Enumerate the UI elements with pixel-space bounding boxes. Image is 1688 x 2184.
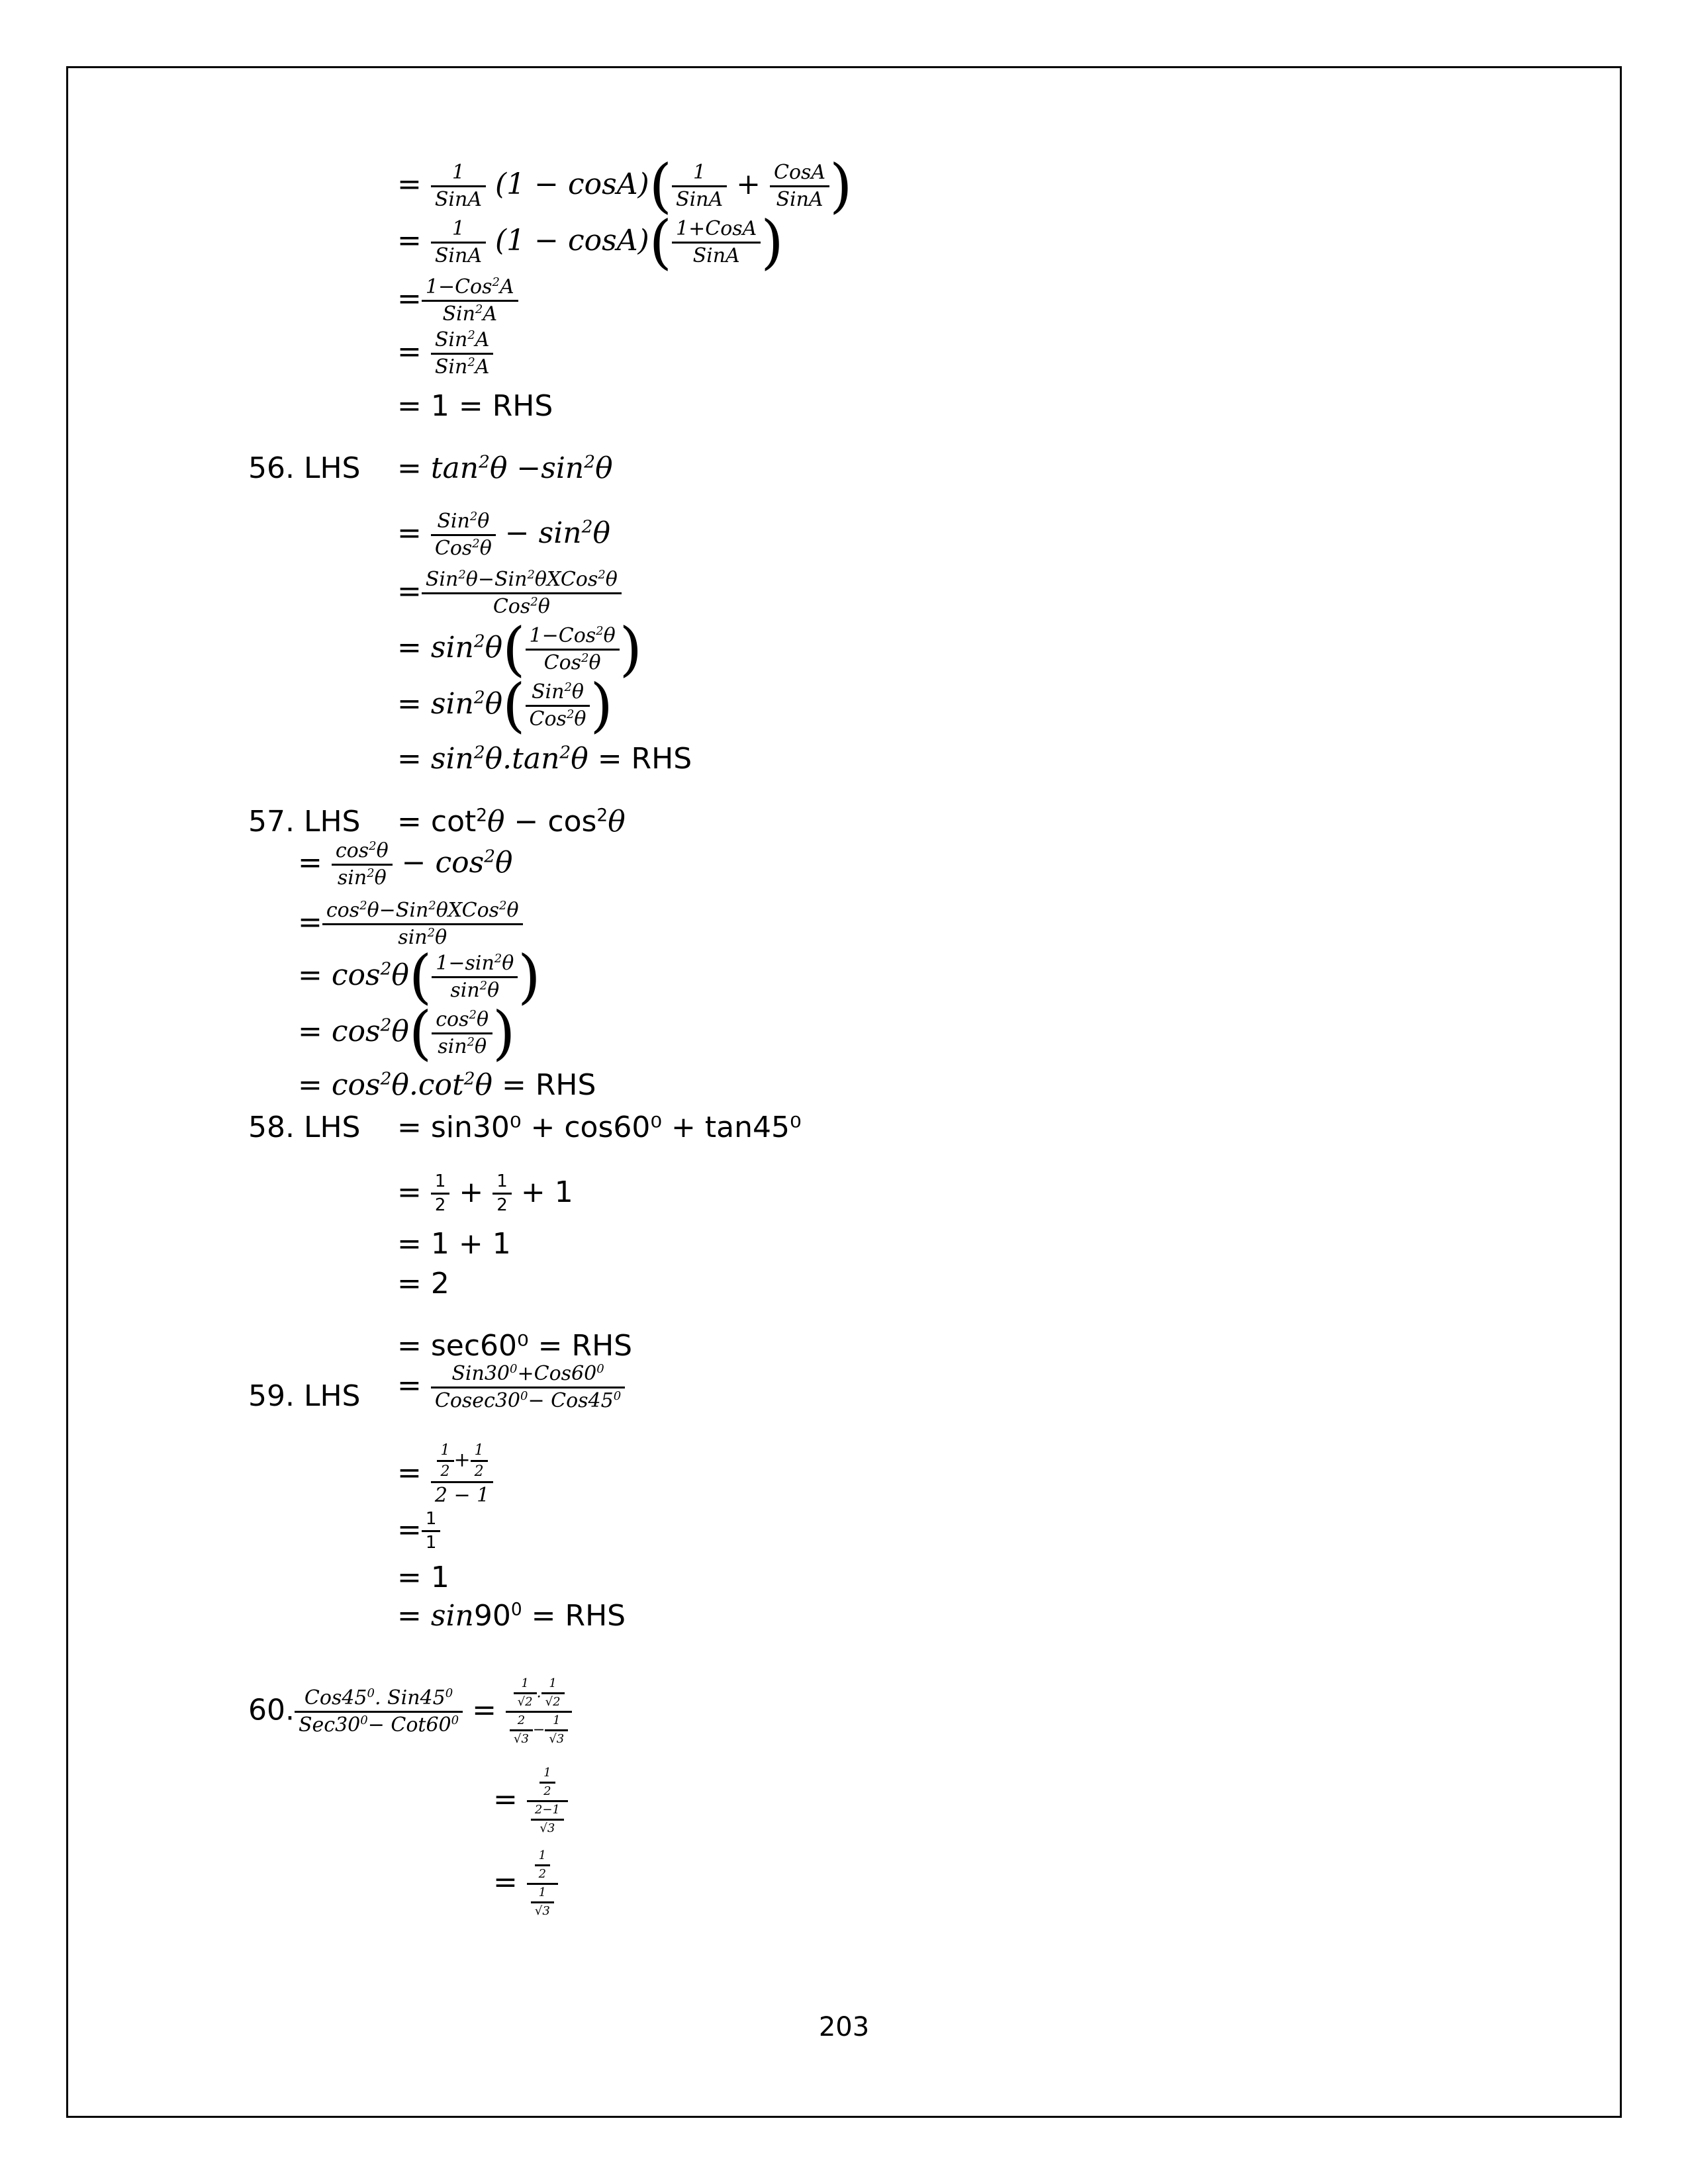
label-56: 56. LHS [248, 451, 361, 485]
eq-line-58a: = sin30⁰ + cos60⁰ + tan45⁰ [397, 1111, 802, 1144]
eq-line-56f: = $\sin^2\theta.\tan^2\theta$ = RHS [397, 742, 692, 776]
eq-line-55e: = 1 = RHS [397, 389, 553, 423]
label-58: 58. LHS [248, 1111, 361, 1144]
eq-line-57e: = $\cos^2\theta$( $\frac{\cos^2\theta}{\sin^2\theta}$ ) [298, 998, 516, 1067]
eq-line-57f: = $\cos^2\theta.\cot^2\theta$ = RHS [298, 1068, 596, 1102]
eq-line-55c: = 1−Cos$^2$A Sin$^2$A [397, 277, 518, 324]
eq-line-55b: = 1 SinA (1 − cosA)( 1+CosA SinA ) [397, 207, 784, 276]
eq-line-60c: = $\frac{\frac{1}{2}}{\frac{1}{√3}}$ [493, 1850, 558, 1918]
eq-line-55a: = 1 SinA (1 − cosA)( 1 SinA + CosA SinA ) [397, 151, 853, 220]
label-59: 59. LHS [248, 1379, 361, 1413]
eq-line-56d: = $\sin^2\theta$( 1−Cos$^2$θ Cos$^2$θ ) [397, 614, 643, 683]
eq-line-55d: = Sin$^2$A Sin$^2$A [397, 330, 493, 377]
eq-line-57b: = $\frac{\cos^2\theta}{\sin^2\theta}$ − $\cos^2\theta$ [298, 839, 513, 889]
eq-line-57c: = $\cos^2\theta-Sin^2\theta XCos^2\theta$ $\sin^2\theta$ [298, 900, 523, 948]
eq-line-57d: = $\cos^2\theta$( $\frac{1-\sin^2\theta}{\sin^2\theta}$ ) [298, 942, 541, 1011]
eq-line-56b: = Sin$^2$θ Cos$^2$θ − $\sin^2\theta$ [397, 510, 610, 560]
eq-line-60b: = $\frac{\frac{1}{2}}{\frac{2-1}{√3}}$ [493, 1767, 568, 1835]
eq-line-59a: = $Sin30^0+Cos60^0$ $Cosec30^0- Cos45^0$ [397, 1363, 625, 1411]
eq-line-58b: = $\frac{1}{2}$ + $\frac{1}{2}$ + 1 [397, 1171, 573, 1216]
page-number: 203 [818, 2012, 870, 2042]
label-57: 57. LHS [248, 805, 361, 839]
eq-line-56e: = $\sin^2\theta$( Sin$^2$θ Cos$^2$θ ) [397, 670, 613, 739]
eq-line-59e: = $\sin 90^0$ = RHS [397, 1599, 626, 1633]
eq-line-58e: = sec60⁰ = RHS [397, 1329, 633, 1363]
eq-line-59c: = $\frac{1}{1}$ [397, 1510, 440, 1553]
eq-line-60a: 60. $Cos45^0$. $Sin45^0$ $Sec30^0- Cot60^0$ = $\frac{1}{√2}$ . $\frac{1}{√2}$ $\frac{2}{√3}$ − $\frac{1}{√3}$ [248, 1678, 572, 1746]
eq-line-56c: = Sin$^2$θ−Sin$^2$θXCos$^2$θ Cos$^2$θ [397, 569, 622, 617]
eq-line-56a: = $\tan^2\theta -\sin^2\theta$ [397, 451, 613, 485]
eq-line-59b: = $\frac{1}{2}$ + $\frac{1}{2}$ 2 − 1 [397, 1443, 493, 1506]
eq-line-57a: = $\cot^2\theta - \cos^2\theta$ [397, 805, 626, 839]
eq-line-59d: = 1 [397, 1561, 449, 1594]
eq-line-58c: = 1 + 1 [397, 1227, 511, 1261]
eq-line-58d: = 2 [397, 1267, 449, 1300]
